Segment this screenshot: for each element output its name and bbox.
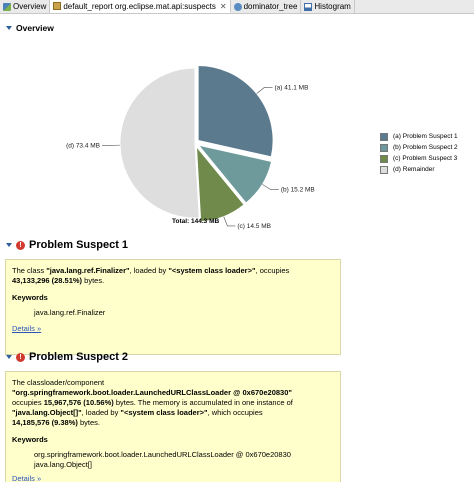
details-link[interactable]: Details »: [12, 474, 42, 482]
pie-leader-line: [262, 184, 279, 189]
bytes-value: 14,185,576 (9.38%): [12, 418, 78, 427]
keyword-item: java.lang.Object[]: [34, 460, 92, 469]
legend-label: (c) Problem Suspect 3: [393, 155, 458, 162]
pie-slice: [198, 65, 273, 156]
legend-swatch: [380, 133, 388, 141]
suspect2-box: [5, 371, 341, 482]
pie-leader-line: [224, 217, 236, 226]
overview-section-header[interactable]: [6, 23, 54, 33]
tab-default-report-label: default_report org.eclipse.mat.api:suspects: [63, 1, 216, 11]
collapse-twisty-icon[interactable]: [6, 26, 12, 30]
keyword-item: org.springframework.boot.loader.LaunchedURLClassLoader @ 0x670e20830: [34, 450, 291, 459]
legend-label: (b) Problem Suspect 2: [393, 144, 458, 151]
legend-item: [380, 164, 458, 175]
tab-overview-label: Overview: [13, 2, 47, 11]
editor-tab-bar: [0, 0, 474, 14]
array-name: "java.lang.Object[]": [12, 408, 82, 417]
details-link[interactable]: Details »: [12, 324, 42, 333]
component-name: "org.springframework.boot.loader.LaunchedURLClassLoader @ 0x670e20830": [12, 388, 292, 397]
pie-slice-label: (d) 73.4 MB: [66, 142, 101, 150]
legend-swatch: [380, 144, 388, 152]
loader-name: "<system class loader>": [120, 408, 208, 417]
legend-item: [380, 142, 458, 153]
suspect1-description: [12, 266, 334, 286]
pie-slice-label: (c) 14.5 MB: [237, 222, 271, 230]
loader-name: "<system class loader>": [168, 266, 256, 275]
text: bytes.: [82, 276, 105, 285]
text: , loaded by: [129, 266, 169, 275]
legend-label: (a) Problem Suspect 1: [393, 133, 458, 140]
report-content: [0, 15, 474, 482]
text: , which occupies: [207, 408, 263, 417]
keywords-title: Keywords: [12, 435, 48, 444]
text: The class: [12, 266, 47, 275]
text: occupies: [12, 398, 44, 407]
tab-dominator-tree[interactable]: [231, 0, 302, 13]
tab-dominator-tree-label: dominator_tree: [243, 2, 298, 11]
collapse-twisty-icon[interactable]: [6, 355, 12, 359]
legend-item: [380, 131, 458, 142]
keywords-title: Keywords: [12, 293, 48, 302]
legend-item: [380, 153, 458, 164]
text: bytes.: [77, 418, 100, 427]
pie-legend: [380, 131, 458, 175]
close-icon[interactable]: ✕: [219, 1, 227, 11]
error-icon: !: [16, 353, 25, 362]
text: , loaded by: [81, 408, 121, 417]
suspect2-title: Problem Suspect 2: [29, 351, 129, 363]
suspect1-section-header[interactable]: [6, 239, 128, 251]
overview-title: Overview: [16, 23, 54, 33]
legend-swatch: [380, 166, 388, 174]
tab-overview[interactable]: [0, 0, 50, 13]
suspect2-description: [12, 378, 334, 428]
keyword-item: java.lang.ref.Finalizer: [34, 308, 106, 317]
error-icon: !: [16, 241, 25, 250]
tree-icon: [234, 3, 242, 11]
tab-histogram[interactable]: [301, 0, 354, 13]
pie-slice-label: (a) 41.1 MB: [274, 84, 309, 92]
text: , occupies: [255, 266, 290, 275]
pie-leader-line: [257, 87, 273, 93]
text: The classloader/component: [12, 378, 105, 387]
report-icon: [53, 2, 61, 10]
overview-icon: [3, 3, 11, 11]
bytes-value: 43,133,296 (28.51%): [12, 276, 83, 285]
collapse-twisty-icon[interactable]: [6, 243, 12, 247]
suspect1-box: [5, 259, 341, 355]
histogram-icon: [304, 3, 312, 11]
legend-swatch: [380, 155, 388, 163]
suspect1-title: Problem Suspect 1: [29, 239, 129, 251]
legend-label: (d) Remainder: [393, 166, 435, 173]
tab-default-report[interactable]: [50, 0, 230, 13]
text: bytes. The memory is accumulated in one instance of: [113, 398, 293, 407]
class-name: "java.lang.ref.Finalizer": [46, 266, 130, 275]
suspect2-section-header[interactable]: [6, 351, 128, 363]
pie-total-label: Total: 144.3 MB: [172, 218, 220, 225]
pie-slice: [120, 68, 199, 218]
tab-histogram-label: Histogram: [314, 2, 351, 11]
bytes-value: 15,967,576 (10.56%): [43, 398, 114, 407]
pie-slice-label: (b) 15.2 MB: [280, 186, 315, 194]
